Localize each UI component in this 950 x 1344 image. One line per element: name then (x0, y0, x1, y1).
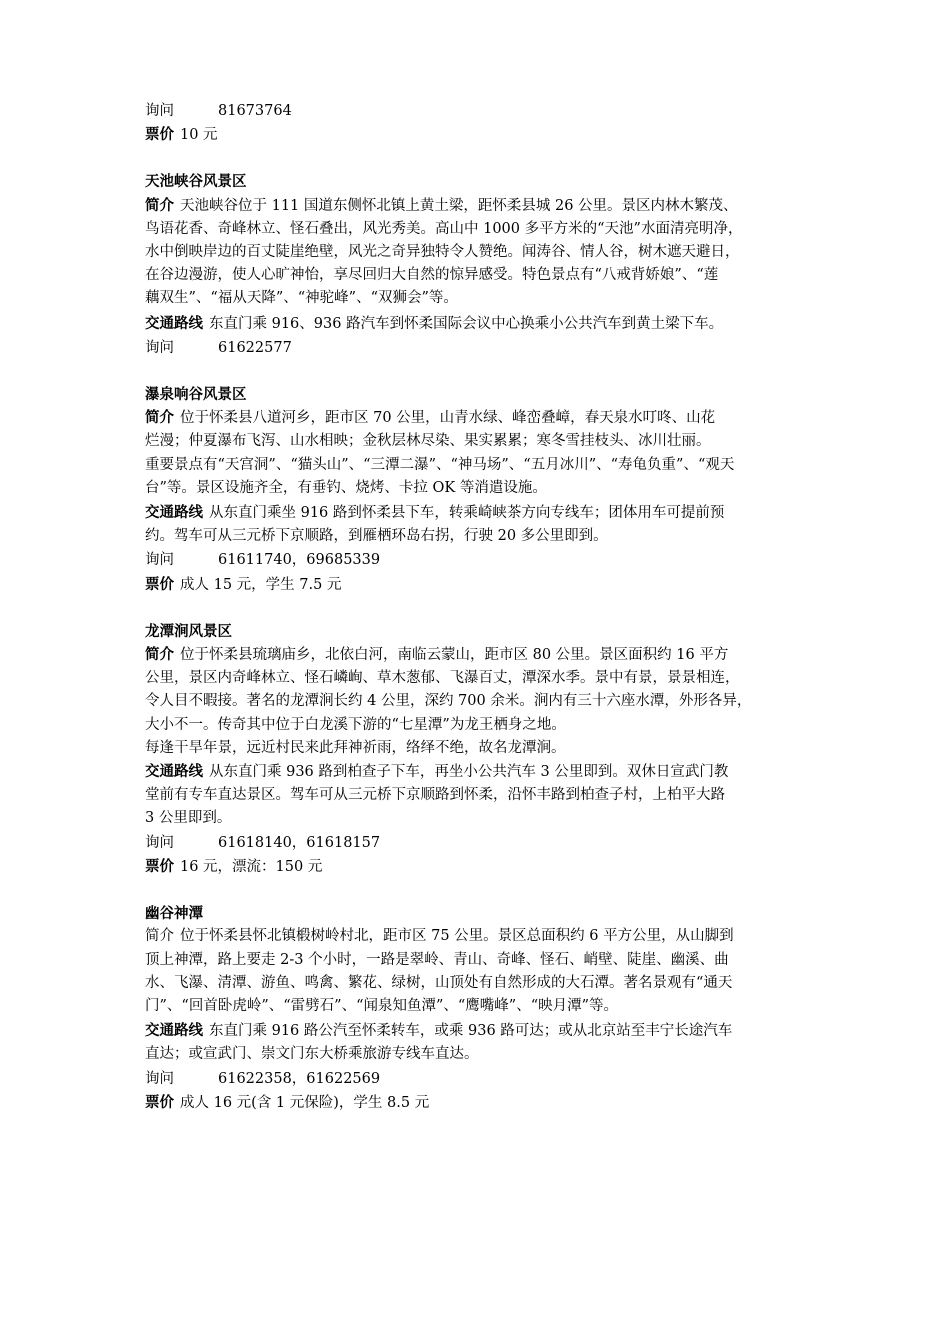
price-line: 票价 16 元，漂流：150 元 (145, 857, 323, 875)
document-content (145, 100, 815, 1115)
transport-line: 交通路线 从东直门乘 936 路到柏查子下车，再坐小公共汽车 3 公里即到。双休日宣武门教 (145, 763, 729, 781)
intro-line: 简介 位于怀柔县琉璃庙乡，北依白河，南临云蒙山，距市区 80 公里。景区面积约 16 平方 (145, 646, 729, 664)
section-title: 幽谷神潭 (145, 905, 203, 923)
transport-line: 交通路线 从东直门乘坐 916 路到怀柔县下车，转乘崎峡茶方向专线车；团体用车可提前预 (145, 504, 725, 522)
inquiry-line: 询问 61611740，69685339 (145, 552, 381, 569)
transport-line: 堂前有专车直达景区。驾车可从三元桥下京顺路到怀柔，沿怀丰路到柏查子村，上柏平大路 (145, 787, 725, 804)
intro-line: 每逢干旱年景，远近村民来此拜神祈雨，络绎不绝，故名龙潭涧。 (145, 739, 566, 756)
intro-line: 藕双生”、“福从天降”、“神驼峰”、“双狮会”等。 (145, 290, 458, 307)
intro-line: 令人目不暇接。著名的龙潭涧长约 4 公里，深约 700 余米。涧内有三十六座水潭，外形各异， (145, 693, 752, 710)
section-title: 天池峡谷风景区 (145, 173, 247, 191)
intro-line: 简介 位于怀柔县怀北镇椴树岭村北，距市区 75 公里。景区总面积约 6 平方公里，从山脚到 (145, 928, 734, 945)
price-line: 票价 10 元 (145, 126, 218, 144)
transport-line: 直达；或宣武门、崇文门东大桥乘旅游专线车直达。 (145, 1046, 479, 1063)
intro-line: 简介 位于怀柔县八道河乡，距市区 70 公里，山青水绿、峰峦叠嶂，春天泉水叮咚、山花 (145, 409, 716, 427)
intro-line: 烂漫；仲夏瀑布飞泻、山水相映；金秋层林尽染、果实累累；寒冬雪挂枝头、冰川壮丽。 (145, 433, 711, 450)
section-title: 瀑泉响谷风景区 (145, 386, 247, 404)
intro-line: 大小不一。传奇其中位于白龙溪下游的“七星潭”为龙王栖身之地。 (145, 716, 566, 733)
intro-line: 在谷边漫游，使人心旷神怡，享尽回归大自然的惊异感受。特色景点有“八戒背娇娘”、“莲 (145, 267, 719, 284)
intro-line: 重要景点有“天宫洞”、“猫头山”、“三潭二瀑”、“神马场”、“五月冰川”、“寿龟负重”、“观天 (145, 456, 735, 473)
transport-line: 3 公里即到。 (145, 810, 232, 827)
inquiry-line: 询问 61622358，61622569 (145, 1070, 381, 1087)
transport-line: 交通路线 东直门乘 916 路公汽至怀柔转车，或乘 936 路可达；或从北京站至丰宁长途汽车 (145, 1022, 733, 1040)
transport-line: 约。驾车可从三元桥下京顺路，到雁栖环岛右拐，行驶 20 多公里即到。 (145, 528, 608, 545)
intro-line: 简介 天池峡谷位于 111 国道东侧怀北镇上黄土梁，距怀柔县城 26 公里。景区内林木繁茂、 (145, 196, 738, 214)
intro-line: 公里，景区内奇峰林立、怪石嶙峋、草木葱郁、飞瀑百丈，潭深水季。景中有景，景景相连， (145, 670, 740, 687)
inquiry-line: 询问 81673764 (145, 103, 292, 119)
transport-line: 交通路线 东直门乘 916、936 路汽车到怀柔国际会议中心换乘小公共汽车到黄土梁下车。 (145, 314, 724, 332)
section-title: 龙潭涧风景区 (145, 622, 232, 640)
inquiry-line: 询问 61622577 (145, 339, 292, 356)
inquiry-line: 询问 61618140，61618157 (145, 834, 381, 851)
intro-line: 水、飞瀑、清潭、游鱼、鸣禽、繁花、绿树，山顶处有自然形成的大石潭。著名景观有“通天 (145, 974, 733, 991)
intro-line: 门”、“回首卧虎岭”、“雷劈石”、“闻泉知鱼潭”、“鹰嘴峰”、“映月潭”等。 (145, 997, 619, 1014)
intro-line: 顶上神潭，路上要走 2-3 个小时，一路是翠岭、青山、奇峰、怪石、峭壁、陡崖、幽溪、曲 (145, 951, 729, 968)
price-line: 票价 成人 16 元(含 1 元保险)，学生 8.5 元 (145, 1093, 430, 1111)
intro-line: 水中倒映岸边的百丈陡崖绝壁，风光之奇异独特令人赞绝。闻涛谷、情人谷，树木遮天避日， (145, 244, 740, 261)
intro-line: 鸟语花香、奇峰林立、怪石叠出，风光秀美。高山中 1000 多平方米的“天池”水面清亮明净， (145, 220, 743, 237)
intro-line: 台”等。景区设施齐全，有垂钓、烧烤、卡拉 OK 等消遣设施。 (145, 479, 547, 496)
price-line: 票价 成人 15 元，学生 7.5 元 (145, 575, 342, 593)
